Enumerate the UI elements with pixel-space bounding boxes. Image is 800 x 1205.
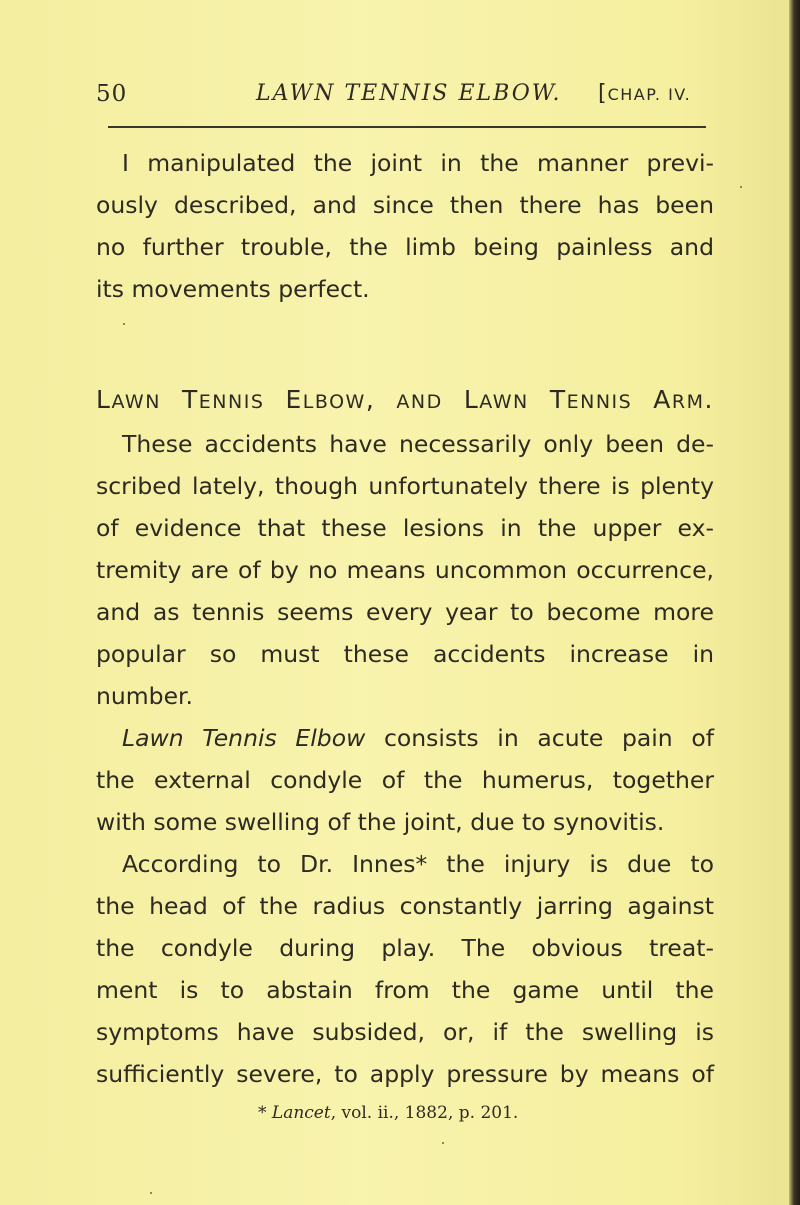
chapter-marker <box>598 81 691 106</box>
text-line: I manipulated the joint in the manner previ- <box>122 149 714 177</box>
text-line: ment is to abstain from the game until the <box>96 976 714 1004</box>
text-line: number. <box>96 682 194 710</box>
text-line: and as tennis seems every year to become more <box>96 598 714 626</box>
text-line: of evidence that these lesions in the upper ex- <box>96 514 714 542</box>
paper-speck <box>740 186 742 188</box>
footnote-citation: Lancet <box>271 1103 331 1123</box>
page-edge-shadow <box>789 0 800 1205</box>
text-line: According to Dr. Innes* the injury is due to <box>122 850 714 878</box>
chapter-label: CHAP. IV. <box>607 85 692 104</box>
footnote-text: , vol. ii., 1882, p. 201. <box>330 1103 519 1123</box>
running-head <box>96 79 716 119</box>
section-heading: LAWN TENNIS ELBOW, AND LAWN TENNIS ARM. <box>96 385 714 414</box>
running-title: LAWN TENNIS ELBOW. <box>256 81 562 106</box>
text-line: symptoms have subsided, or, if the swelling is <box>96 1018 714 1046</box>
text-line: the external condyle of the humerus, together <box>96 766 714 794</box>
chapter-bracket: [ <box>598 81 608 106</box>
text-line: no further trouble, the limb being painless and <box>96 233 714 261</box>
paper-speck <box>442 1142 444 1144</box>
text-line: popular so must these accidents increase in <box>96 640 714 668</box>
footnote-marker: * <box>258 1103 272 1123</box>
page-number: 50 <box>96 81 128 107</box>
header-rule <box>108 126 706 128</box>
text-line: the head of the radius constantly jarring against <box>96 892 714 920</box>
text-line: with some swelling of the joint, due to synovitis. <box>96 808 665 836</box>
text-line: ously described, and since then there has been <box>96 191 714 219</box>
text-line <box>96 717 714 759</box>
paragraph-1 <box>96 142 714 310</box>
paper-speck <box>123 323 125 325</box>
text-line: scribed lately, though unfortunately there is plenty <box>96 472 714 500</box>
paper-speck <box>150 1192 152 1194</box>
text-span: consists in acute pain of <box>365 724 715 752</box>
text-line: its movements perfect. <box>96 275 370 303</box>
text-line: sufficiently severe, to apply pressure by means of <box>96 1060 714 1088</box>
text-line: tremity are of by no means uncommon occurrence, <box>96 556 714 584</box>
italic-term: Lawn Tennis Elbow <box>122 724 366 752</box>
footnote <box>258 1103 518 1123</box>
text-line: the condyle during play. The obvious treat- <box>96 934 714 962</box>
text-line: These accidents have necessarily only been de- <box>122 430 714 458</box>
